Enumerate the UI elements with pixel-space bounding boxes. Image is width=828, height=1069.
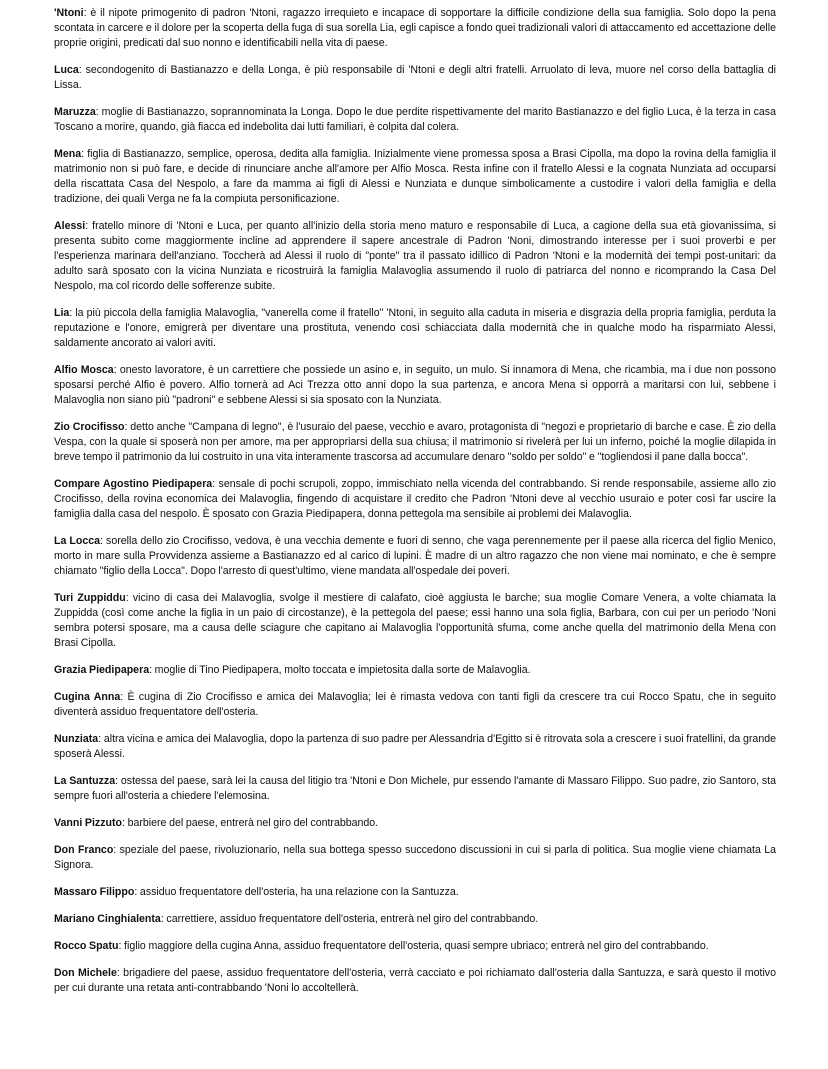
character-description: : è il nipote primogenito di padron 'Ntoni, ragazzo irrequieto e incapace di sopportare la difficile condizione della sua famiglia. Solo dopo la pena scontata in carcere e il dolore per la scoperta della fuga di sua sorella Lia, egli capisce a fondo quei tradizionali valori di attaccamento ed accettazione delle proprie origini, predicati dal suo nonno e identificabili nella vita di paese. (54, 7, 776, 49)
character-name: Luca (54, 64, 79, 76)
character-description: : fratello minore di 'Ntoni e Luca, per quanto all'inizio della storia meno maturo e responsabile di Luca, a cagione della sua età giovanissima, si presenta subito come maggiormente incline ad apprendere il sapere ancestrale di Padron 'Noni, dimostrando interesse per i suoi proverbi e per l'esperienza marinara dell'anziano. Toccherà ad Alessi il ruolo di "ponte" tra il passato idillico di Padron 'Ntoni e la modernità dei tempi post-unitari: da adulto sarà sposato con la vicina Nunziata e ricostruirà la famiglia Malavoglia assumendo il ruolo di patriarca del nonno e ricomprando la Casa Del Nespolo, ma col ricordo delle sofferenze subite. (54, 220, 776, 292)
character-entry-cugina-anna (54, 690, 776, 720)
character-name: Cugina Anna (54, 691, 121, 703)
character-description: : sensale di pochi scrupoli, zoppo, immischiato nella vicenda del contrabbando. Si rende responsabile, assieme allo zio Crocifisso, della rovina economica dei Malavoglia, fingendo di acquistare il credito che Padron 'Ntoni deve al vecchio usuraio e poter così far uscire la famiglia dalla casa del nespolo. È sposato con Grazia Piedipapera, donna pettegola ma sensibile ai problemi dei Malavoglia. (54, 478, 777, 520)
character-description: : carrettiere, assiduo frequentatore dell'osteria, entrerà nel giro del contrabbando. (160, 913, 539, 925)
character-name: Vanni Pizzuto (54, 817, 122, 829)
character-entry-maruzza (54, 105, 776, 135)
character-entry-grazia-piedipapera (54, 663, 776, 678)
character-name: Lia (54, 307, 70, 319)
character-entry-lia (54, 306, 776, 351)
character-name: 'Ntoni (54, 7, 84, 19)
character-name: Rocco Spatu (54, 940, 119, 952)
character-entry-turi-zuppiddu (54, 591, 776, 651)
character-description: : altra vicina e amica dei Malavoglia, dopo la partenza di suo padre per Alessandria d'Egitto si è ritrovata sola a crescere i suoi fratellini, da grande sposerà Alessi. (54, 733, 776, 760)
character-name: La Locca (54, 535, 101, 547)
character-description: : figlio maggiore della cugina Anna, assiduo frequentatore dell'osteria, quasi sempre ubriaco; entrerà nel giro del contrabbando. (118, 940, 709, 952)
character-entry-la-locca (54, 534, 776, 579)
character-name: Zio Crocifisso (54, 421, 125, 433)
character-entry-luca (54, 63, 776, 93)
character-name: Mariano Cinghialenta (54, 913, 161, 925)
character-description: : brigadiere del paese, assiduo frequentatore dell'osteria, verrà cacciato e poi richiamato dall'osteria dalla Santuzza, e sarà questo il motivo per cui durante una retata anti-contrabbando 'Noni lo accoltellerà. (54, 967, 776, 994)
character-name: Nunziata (54, 733, 99, 745)
character-name: Compare Agostino Piedipapera (54, 478, 213, 490)
character-entry-alessi (54, 219, 776, 294)
character-name: Maruzza (54, 106, 96, 118)
character-name: La Santuzza (54, 775, 116, 787)
character-description: : moglie di Tino Piedipapera, molto toccata e impietosita dalla sorte de Malavoglia. (149, 664, 531, 676)
character-description: : È cugina di Zio Crocifisso e amica dei Malavoglia; lei è rimasta vedova con tanti figli da crescere tra cui Rocco Spatu, che in seguito diventerà assiduo frequentatore dell'osteria. (54, 691, 776, 718)
character-entry-mena (54, 147, 776, 207)
character-description: : secondogenito di Bastianazzo e della Longa, è più responsabile di 'Ntoni e degli altri fratelli. Arruolato di leva, muore nel corso della battaglia di Lissa. (54, 64, 776, 91)
character-description: : speziale del paese, rivoluzionario, nella sua bottega spesso succedono discussioni in cui si parla di politica. Sua moglie viene chiamata La Signora. (54, 844, 776, 871)
character-entry-don-franco (54, 843, 776, 873)
character-entry-massaro-filippo (54, 885, 776, 900)
character-entry-ntoni (54, 6, 776, 51)
character-entry-vanni-pizzuto (54, 816, 776, 831)
character-description: : barbiere del paese, entrerà nel giro del contrabbando. (121, 817, 379, 829)
character-description: : moglie di Bastianazzo, soprannominata la Longa. Dopo le due perdite rispettivamente del marito Bastianazzo e del figlio Luca, è la terza in casa Toscano a morire, quando, già fiacca ed indebolita dai lutti familiari, è colpita dal colera. (54, 106, 776, 133)
character-entry-rocco-spatu (54, 939, 776, 954)
character-description: : vicino di casa dei Malavoglia, svolge il mestiere di calafato, cioè aggiusta le barche; sua moglie Comare Venera, a volte chiamata la Zuppidda (così come anche la figlia in un paio di circostanze), è la pettegola del paese; essi hanno una sola figlia, Barbara, con cui per un periodo 'Noni sembra potersi sposare, ma a causa delle sciagure che capitano ai Malavoglia l'opportunità sfuma, come anche quella del matrimonio della Mena con Brasi Cipolla. (54, 592, 777, 649)
character-name: Alfio Mosca (54, 364, 114, 376)
character-entry-mariano-cinghialenta (54, 912, 776, 927)
character-name: Mena (54, 148, 82, 160)
character-description: : sorella dello zio Crocifisso, vedova, è una vecchia demente e fuori di senno, che vaga perennemente per il paese alla ricerca del figlio Menico, morto in mare sulla Provvidenza assieme a Bastianazzo ed al carico di lupini. È madre di un altro ragazzo che non viene mai nominato, e che è sempre chiamato "figlio della Locca". Dopo l'arresto di quest'ultimo, viene mandata all'ospedale dei poveri. (54, 535, 776, 577)
character-description: : detto anche "Campana di legno", è l'usuraio del paese, vecchio e avaro, protagonista di "negozi e proprietario di barche e case. È zio della Vespa, con la quale si sposerà non per amore, ma per appropriarsi della sua chiusa; il matrimonio si rivelerà per lui un inferno, poiché la moglie dilapida in breve tempo il patrimonio da lui costruito in una vita interamente trascorsa ad accumulare denaro "soldo per soldo" e "togliendosi il pane dalla bocca". (54, 421, 776, 463)
character-name: Alessi (54, 220, 86, 232)
character-description: : ostessa del paese, sarà lei la causa del litigio tra 'Ntoni e Don Michele, pur essendo l'amante di Massaro Filippo. Suo padre, zio Santoro, sta sempre fuori all'osteria a chiedere l'elemosina. (54, 775, 777, 802)
character-entry-la-santuzza (54, 774, 776, 804)
character-entry-alfio-mosca (54, 363, 776, 408)
character-description: : assiduo frequentatore dell'osteria, ha una relazione con la Santuzza. (134, 886, 459, 898)
character-description: : figlia di Bastianazzo, semplice, operosa, dedita alla famiglia. Inizialmente viene promessa sposa a Brasi Cipolla, ma dopo la rovina della famiglia il matrimonio non si può fare, e decide di rinunciare anche all'amore per Alfio Mosca. Resta infine con il fratello Alessi e la cognata Nunziata ad occuparsi della riscattata Casa del Nespolo, a fare da mamma ai figli di Alessi e Nunziata e dunque simbolicamente a custodire i valori della famiglia e della tradizione, dei quali Verga ne fa la compiuta personificazione. (54, 148, 776, 205)
character-entry-nunziata (54, 732, 776, 762)
character-description: : la più piccola della famiglia Malavoglia, "vanerella come il fratello" 'Ntoni, in seguito alla caduta in miseria e disgrazia della propria famiglia, perduta la reputazione e l'onore, emigrerà per diventare una prostituta, venendo così schiacciata dalla modernità che in qualche modo ha risparmiato Alessi, saldamente ancorato ai valori aviti. (54, 307, 776, 349)
character-entry-zio-crocifisso (54, 420, 776, 465)
character-name: Don Franco (54, 844, 114, 856)
character-name: Turi Zuppiddu (54, 592, 126, 604)
character-entry-don-michele (54, 966, 776, 996)
character-name: Grazia Piedipapera (54, 664, 150, 676)
character-name: Massaro Filippo (54, 886, 135, 898)
character-description: : onesto lavoratore, è un carrettiere che possiede un asino e, in seguito, un mulo. Si innamora di Mena, che ricambia, ma i due non possono sposarsi perché Alfio è povero. Alfio tornerà ad Aci Trezza otto anni dopo la sua partenza, e ancora Mena si opporrà a maritarsi con lui, sebbene i Malavoglia non siano più "padroni" e sebbene Alessi si sia sposato con la Nunziata. (54, 364, 776, 406)
character-name: Don Michele (54, 967, 117, 979)
character-entry-piedipapera (54, 477, 776, 522)
